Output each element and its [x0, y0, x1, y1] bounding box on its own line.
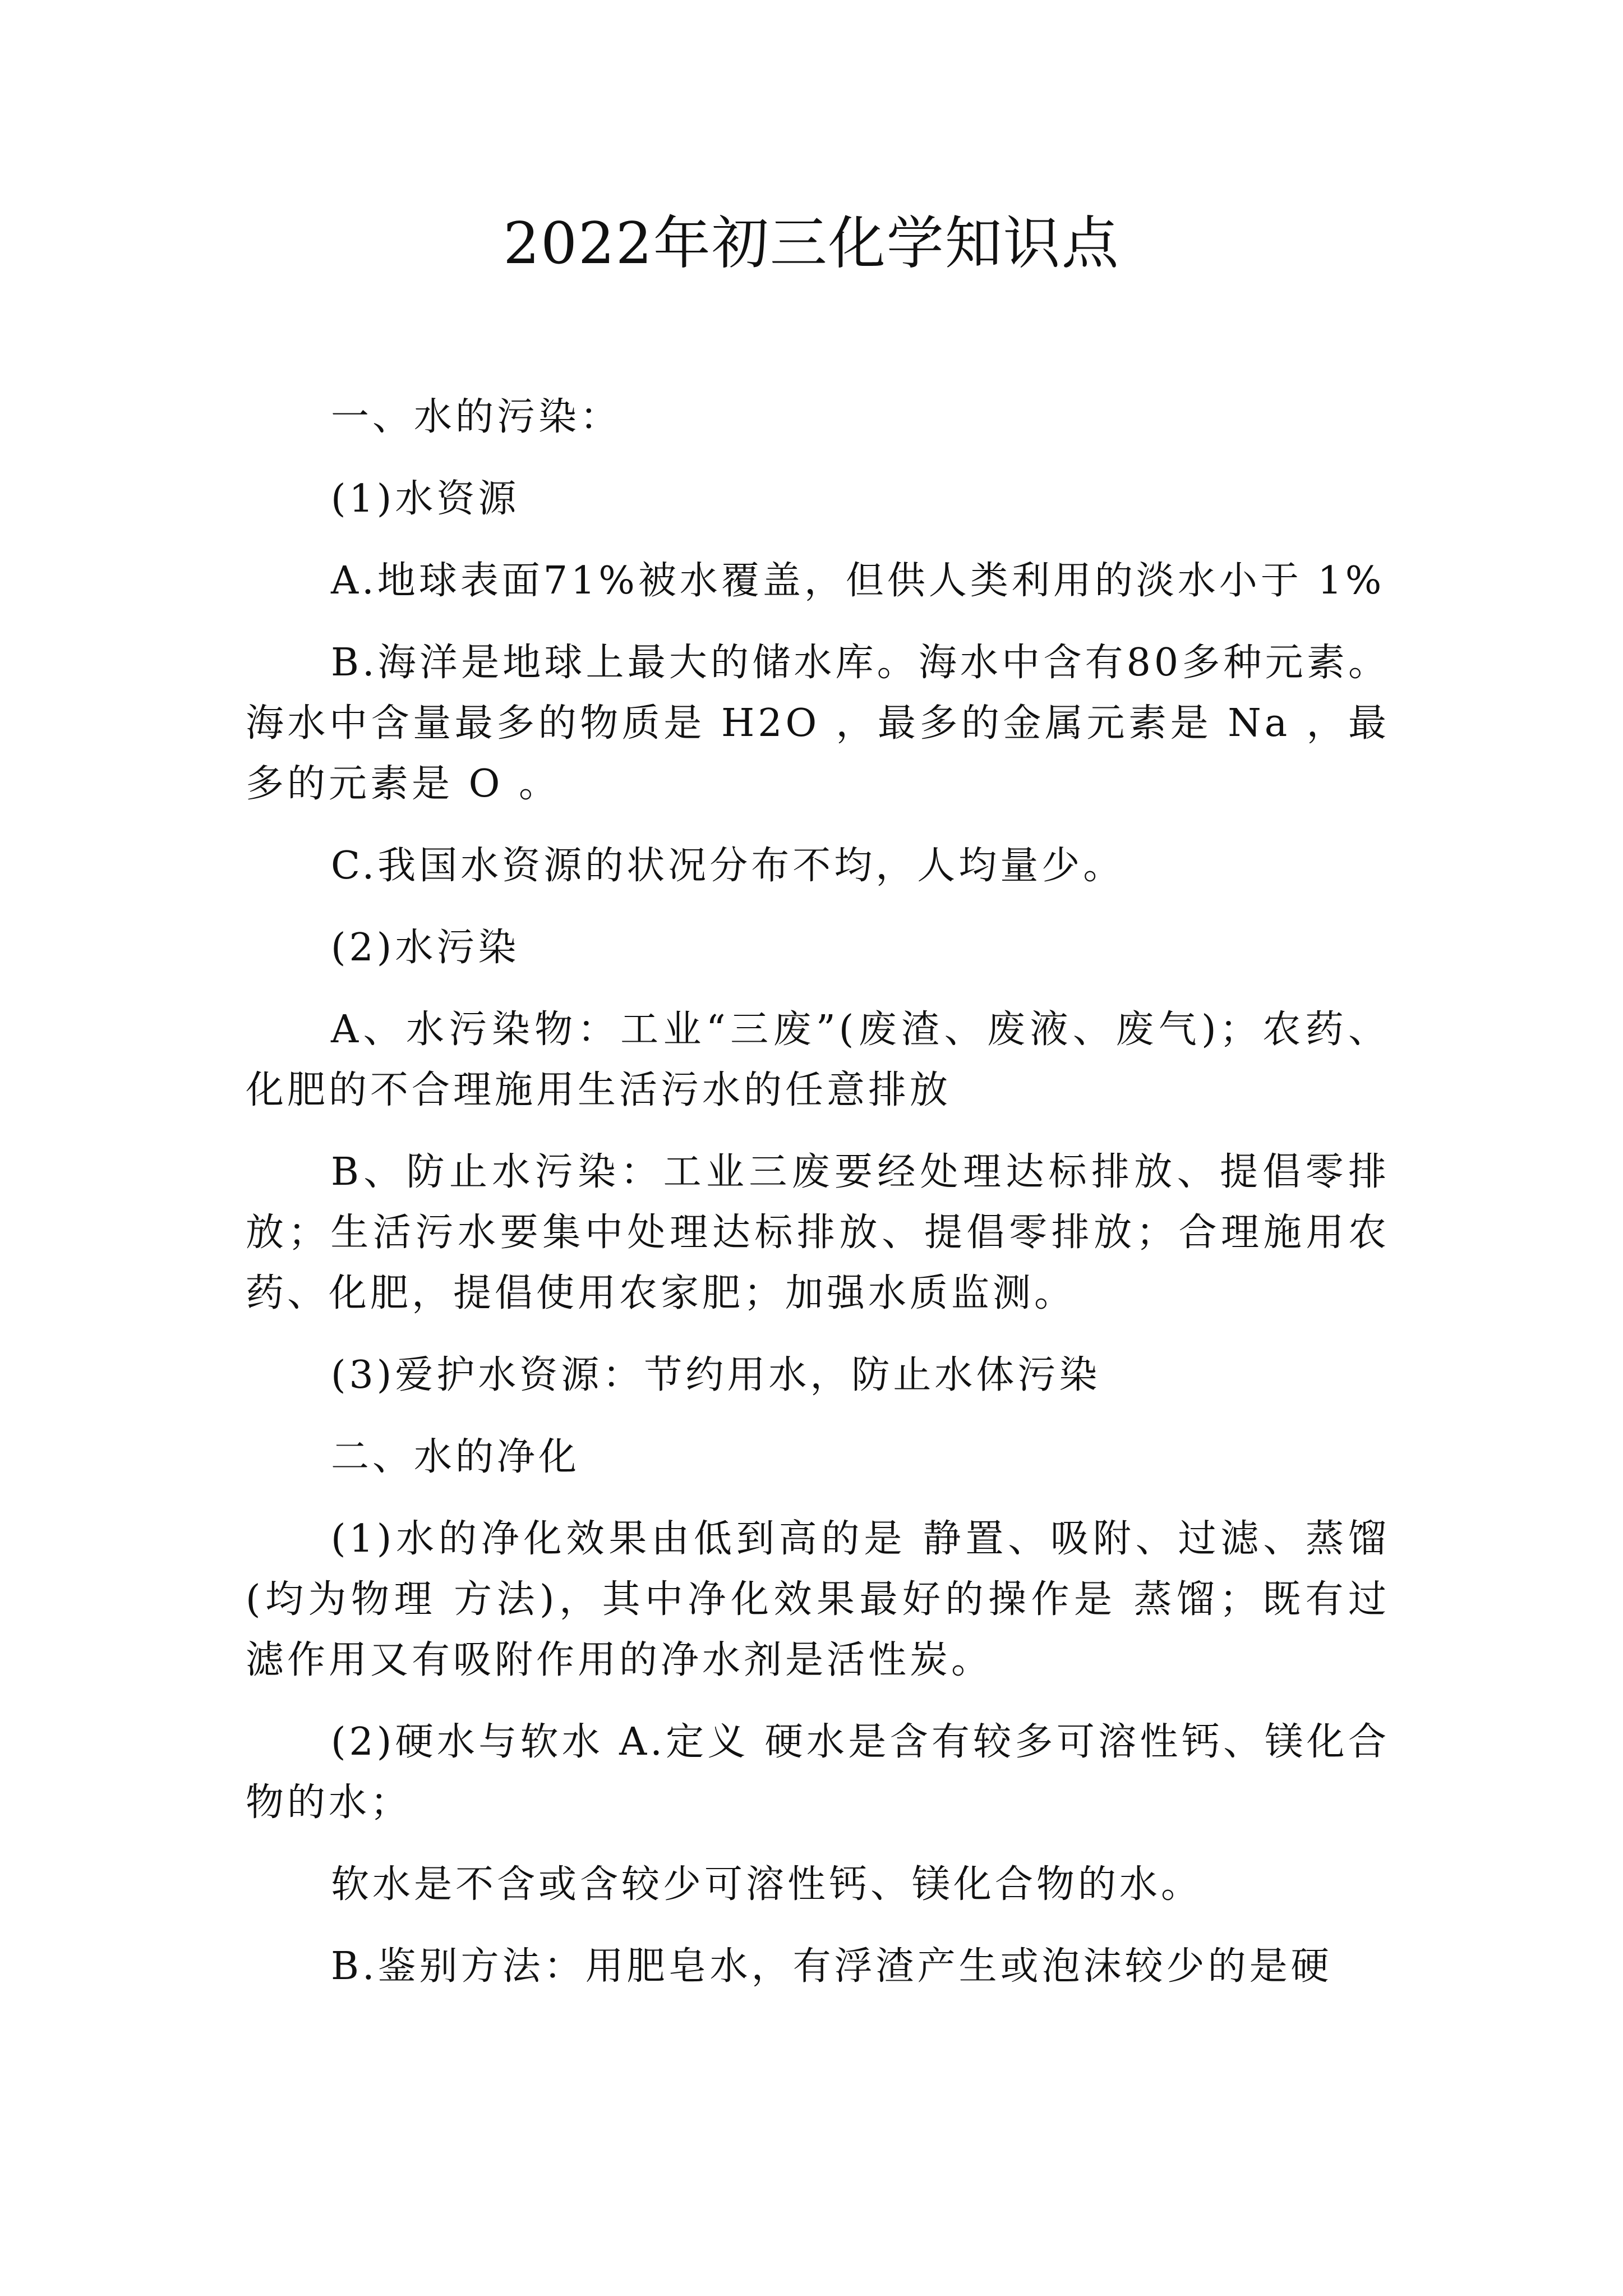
paragraph: B.海洋是地球上最大的储水库。海水中含有80多种元素。海水中含量最多的物质是 H2O ，最多的金属元素是 Na ，最多的元素是 O 。 — [246, 641, 1390, 806]
paragraph: (3)爱护水资源：节约用水，防止水体污染 — [331, 1353, 1101, 1397]
section-heading: 一、水的污染： — [331, 395, 622, 439]
document-body — [246, 387, 1390, 2018]
paragraph: A、水污染物：工业“三废”(废渣、废液、废气)；农药、化肥的不合理施用生活污水的任意排放 — [246, 1007, 1390, 1112]
subsection-heading: (1)水资源 — [331, 477, 520, 521]
paragraph: (1)水的净化效果由低到高的是 静置、吸附、过滤、蒸馏(均为物理 方法)，其中净化效果最好的操作是 蒸馏；既有过滤作用又有吸附作用的净水剂是活性炭。 — [246, 1517, 1390, 1682]
paragraph: B、防止水污染：工业三废要经处理达标排放、提倡零排放；生活污水要集中处理达标排放、提倡零排放；合理施用农药、化肥，提倡使用农家肥；加强水质监测。 — [246, 1150, 1390, 1315]
section-heading: 二、水的净化 — [331, 1435, 580, 1479]
paragraph: C.我国水资源的状况分布不均，人均量少。 — [331, 844, 1125, 888]
paragraph: 软水是不含或含较少可溶性钙、镁化合物的水。 — [331, 1862, 1203, 1907]
subsection-heading: (2)水污染 — [331, 926, 520, 970]
paragraph: A.地球表面71%被水覆盖，但供人类利用的淡水小于 1% — [331, 559, 1385, 603]
document-title: 2022年初三化学知识点 — [503, 210, 1120, 277]
paragraph: B.鉴别方法：用肥皂水，有浮渣产生或泡沫较少的是硬 — [331, 1944, 1332, 1989]
paragraph: (2)硬水与软水 A.定义 硬水是含有较多可溶性钙、镁化合物的水； — [246, 1720, 1390, 1825]
